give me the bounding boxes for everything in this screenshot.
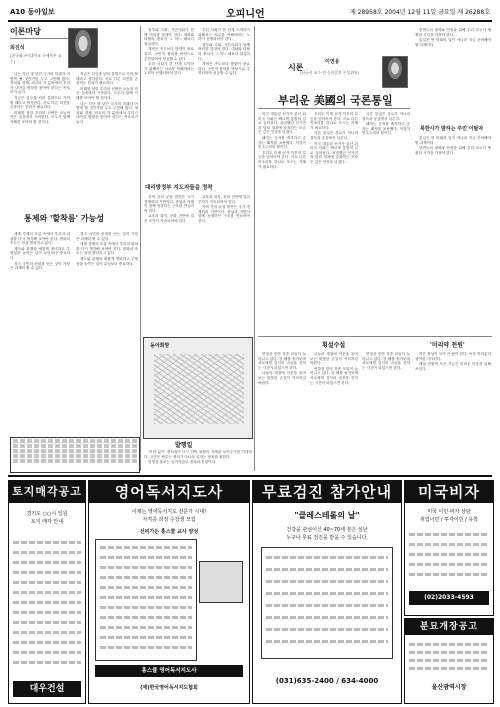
ad-title: 영어독서지도사 xyxy=(89,481,249,503)
ad-subtitle: "클레스테롤의 날" xyxy=(294,511,360,520)
paragraph: 지금은 갈등을 넘어 통합으로 가야 할 때라고 생각한다. 서로 다른 의견을 존중하는 문화가 필요하다. xyxy=(76,72,138,86)
feature-body xyxy=(362,112,410,332)
feature-author: 이연웅 xyxy=(325,59,340,65)
fine-print xyxy=(409,573,489,576)
editorial-cartoon xyxy=(143,337,253,439)
paragraph: 지금은 갈등을 넘어 통합으로 가야 할 때라고 생각한다. 서로 다른 의견을 존중하는 문화가 필요하다. xyxy=(10,95,70,110)
page-number: A10 동아일보 xyxy=(10,8,55,16)
fine-print xyxy=(13,621,81,624)
paragraph: 연말을 맞아 각종 모임이 늘어나고 있다. 한 해를 돌아보며 서로에게 감사의 마음을 전하는 시간이 되었으면 한다. xyxy=(310,366,358,385)
institute-name: 홍스쿨 영어독서지도사 xyxy=(95,665,243,677)
author-title: (한국외국어대학교 국제학부 교수) xyxy=(10,53,62,64)
paragraph: 세계 경제의 흐름 속에서 우리의 위치를 다시 생각해 보아야 한다. 변화의 속도는 점점 빨라지고 있다. xyxy=(10,232,70,246)
feature-headline: 부리운 美國의 국론통일 xyxy=(278,94,393,107)
fine-print xyxy=(13,661,81,664)
paragraph: 민생을 돌보는 일이야말로 정치의 본령이다. xyxy=(148,460,217,465)
table-row xyxy=(13,439,137,443)
fine-print xyxy=(266,604,388,607)
ad-line: 이제는 영어독서지도 전문가 시대! xyxy=(131,509,207,515)
columnist-body xyxy=(310,352,358,472)
ad-title: 미국비자 xyxy=(405,481,493,503)
table-row xyxy=(13,459,137,463)
paragraph: 지역 간의 균형 발전은 국가 경쟁력의 기반이다. 중앙과 지방이 함께 성장하는 구조를 만들어야 한다. xyxy=(144,195,194,213)
paragraph: 국론 통일은 강요가 아니라 설득과 공감에서 나온다. xyxy=(310,131,358,140)
ad-line: 토지 매각 안내 xyxy=(30,519,64,525)
paragraph: 패자는 승자를 축하하고 승자는 패자를 포용했다. 이것이 민주주의의 힘이다. xyxy=(258,135,306,150)
paragraph: 국론 통일은 강요가 아니라 설득과 공감에서 나온다. xyxy=(362,112,410,121)
contact-phone: (031)635-2400 / 634-4000 xyxy=(275,677,379,685)
fine-print xyxy=(13,631,81,634)
ad-line: 누구나 무료 검진을 받을 수 있습니다. xyxy=(286,535,368,541)
ad-divider xyxy=(8,475,492,477)
data-table xyxy=(10,437,140,473)
fine-print xyxy=(13,601,81,604)
fine-print xyxy=(100,556,192,559)
ad-line: 취업이민 / 투자이민 / 유학 xyxy=(419,517,479,523)
author-photo xyxy=(68,28,98,68)
ad-land-sale[interactable] xyxy=(8,480,86,704)
divider xyxy=(258,336,492,337)
article-body xyxy=(415,28,491,118)
paragraph: 연말을 맞아 각종 모임이 늘어나고 있다. 한 해를 돌아보며 서로에게 감사의 마음을 전하는 시간이 되었으면 한다. xyxy=(258,352,306,370)
fine-print xyxy=(409,543,489,546)
ad-title: 분묘개장공고 xyxy=(405,619,493,635)
article-body xyxy=(10,232,70,432)
article-subhead: 대리방정부 지도자들을 정착 xyxy=(145,185,213,191)
paragraph: 한반도의 평화와 안정을 위해 우리 모두가 냉철한 시각을 가져야 한다. xyxy=(415,28,491,37)
paragraph: 개혁은 속도보다 방향이 중요하다. 국민적 합의를 바탕으로 추진되어야 성공할 수 있다. xyxy=(144,47,194,61)
company-name: 대우건설 xyxy=(13,681,81,697)
reader-title: '미리약 천원' xyxy=(430,342,465,349)
fine-print xyxy=(409,553,489,556)
column-rule xyxy=(140,26,141,471)
paragraph: 매달 천원씩 모은 기금은 어려운 이웃을 위해 쓰인다. xyxy=(415,362,491,371)
paragraph: 통일은 먼 미래의 일이 아니라 지금 준비해야 할 과제이다. xyxy=(415,38,491,47)
table-row xyxy=(13,444,137,448)
table-row xyxy=(13,449,137,453)
schedule-box xyxy=(261,547,393,659)
fine-print xyxy=(100,636,192,639)
paragraph: 나눔의 계절에 이웃을 돌아보는 따뜻한 손길이 이어지길 바란다. xyxy=(310,352,358,366)
paragraph: 미국 대통령 선거가 끝난 뒤 미국 사회는 빠르게 통합의 길로 들어섰다. 치열했던 선거전과 달리 결과에 승복하는 모습은 깊은 인상을 남겼다. xyxy=(310,141,358,164)
divider xyxy=(10,38,68,39)
fine-print xyxy=(266,556,388,559)
fine-print xyxy=(100,606,192,609)
paragraph: 미래를 향한 우리의 선택은 오늘의 작은 실천에서 시작된다. 모두가 함께 지혜를 모아야 할 것이다. xyxy=(10,110,70,124)
paragraph: 세계 경제의 흐름 속에서 우리의 위치를 다시 생각해 보아야 한다. 변화의 속도는 점점 빨라지고 있다. xyxy=(76,242,138,256)
fine-print xyxy=(266,580,388,583)
ad-english-reading[interactable] xyxy=(88,480,250,704)
columnist-body xyxy=(362,352,410,472)
ad-public-notice[interactable] xyxy=(404,618,494,704)
ad-text-box xyxy=(95,539,197,661)
ad-footer: (재)한국영어독서지도협회 xyxy=(140,685,198,691)
article-body xyxy=(198,28,250,178)
paragraph: 우리 사회가 한 단계 도약하기 위해서는 서로를 이해하려는 노력이 선행되어야 한다. xyxy=(198,28,250,42)
paragraph: 정부와 국회, 시민사회가 함께 머리를 맞대야 한다. 대화와 타협의 정치가 그 어느 때보다 절실하다. xyxy=(198,42,250,61)
cartoon-drawing xyxy=(154,354,244,424)
fine-print xyxy=(13,561,81,564)
ad-line: 자격증 과정 수강생 모집 xyxy=(142,517,196,523)
ad-line: 신비가든 홍스쿨 교사 양성 xyxy=(139,529,199,535)
fine-print xyxy=(100,546,192,549)
fine-print xyxy=(100,596,192,599)
fine-print xyxy=(409,659,489,662)
fine-print xyxy=(13,611,81,614)
columnist-body xyxy=(258,352,306,472)
paragraph: 정부와 국회, 시민사회가 함께 머리를 맞대야 한다. 대화와 타협의 정치가 그 어느 때보다 절실하다. xyxy=(144,28,194,46)
paragraph: 작은 정성이 모여 큰 힘이 된다. 독자 여러분의 참여를 기다린다. xyxy=(415,352,491,361)
fine-print xyxy=(13,641,81,644)
fine-print xyxy=(266,616,388,619)
fine-print xyxy=(266,640,388,643)
feature-author-title: (한국사 교수·전 동아일보 논설위원) xyxy=(300,70,360,75)
paragraph: 제도와 관행을 새롭게 정비하고 투명성을 높이는 일이 무엇보다 중요하다. xyxy=(76,256,138,266)
reader-body xyxy=(415,352,491,472)
paragraph: 결국 국민의 신뢰를 얻는 것이 가장 큰 과제라 할 수 있다. xyxy=(76,232,138,241)
fine-print xyxy=(13,581,81,584)
paragraph: '이변 없이' 정치권이 다시 한번 화합의 자세를 보여주기를 기대한다. 국민은 싸우는 정치가 아니라 일하는 정치를 원한다. xyxy=(144,450,252,459)
ad-free-checkup[interactable] xyxy=(252,480,402,704)
ad-title: 토지매각공고 xyxy=(9,481,85,503)
paragraph: 나는 지난 몇 년간 국가의 미래가 어떻게 될 것인가를 두고 고민해 왔다. 정치와 경제, 외교의 각 분야에서 우리가 나아갈 방향을 찾아야 한다는 목소리가 높다. xyxy=(76,101,138,124)
fine-print xyxy=(13,651,81,654)
fine-print xyxy=(13,591,81,594)
fine-print xyxy=(100,646,192,649)
fine-print xyxy=(100,586,192,589)
paragraph: 미래를 향한 우리의 선택은 오늘의 작은 실천에서 시작된다. 모두가 함께 지혜를 모아야 할 것이다. xyxy=(76,86,138,100)
fine-print xyxy=(100,626,192,629)
paragraph: 교육과 복지, 문화 전반에 걸친 투자가 지속되어야 한다. xyxy=(144,214,194,223)
editorial-label: 발행일 xyxy=(175,442,193,449)
paragraph: 결국 국민의 신뢰를 얻는 것이 가장 큰 과제라 할 수 있다. xyxy=(10,261,70,271)
paragraph: 나는 지난 몇 년간 국가의 미래가 어떻게 될 것인가를 두고 고민해 왔다. 정치와 경제, 외교의 각 분야에서 우리가 나아갈 방향을 찾아야 한다는 목소리가 높다. xyxy=(10,72,70,95)
ad-title: 무료검진 참가안내 xyxy=(253,481,401,503)
article-body xyxy=(76,72,138,207)
fine-print xyxy=(100,566,192,569)
ad-us-visa[interactable] xyxy=(404,480,494,616)
fine-print xyxy=(100,616,192,619)
paragraph: 제도와 관행을 새롭게 정비하고 투명성을 높이는 일이 무엇보다 중요하다. xyxy=(10,246,70,260)
fine-print xyxy=(266,592,388,595)
article-body xyxy=(144,28,194,178)
fine-print xyxy=(13,541,81,544)
paragraph: 나눔의 계절에 이웃을 돌아보는 따뜻한 손길이 이어지길 바란다. xyxy=(258,371,306,385)
column-title: 이론마당 xyxy=(10,26,41,36)
fine-print xyxy=(13,571,81,574)
feature-category: 시론 xyxy=(288,62,304,72)
article-body xyxy=(76,232,138,432)
paragraph: 지역 간의 균형 발전은 국가 경쟁력의 기반이다. 중앙과 지방이 함께 성장하는 구조를 만들어야 한다. xyxy=(198,205,250,223)
paragraph: 패자는 승자를 축하하고 승자는 패자를 포용했다. 이것이 민주주의의 힘이다. xyxy=(362,122,410,136)
author-name: 최진석 xyxy=(10,45,25,51)
article-body xyxy=(415,136,491,336)
fine-print xyxy=(409,643,489,646)
fine-print xyxy=(13,551,81,554)
fine-print xyxy=(100,576,192,579)
feature-body xyxy=(258,112,306,332)
editorial-body xyxy=(144,450,252,472)
fine-print xyxy=(266,568,388,571)
paragraph: 개혁은 속도보다 방향이 중요하다. 국민적 합의를 바탕으로 추진되어야 성공할 수 있다. xyxy=(198,62,250,76)
paragraph: 연말을 맞아 각종 모임이 늘어나고 있다. 한 해를 돌아보며 서로에게 감사의 마음을 전하는 시간이 되었으면 한다. xyxy=(362,352,410,370)
fine-print xyxy=(409,533,489,536)
issue-date: 제 28958호 2004년 12월 11일 금요일 제 26288호 xyxy=(349,9,490,16)
article-subhead: 북한사가 말하는 주민 이탈자 xyxy=(420,126,484,132)
fine-print xyxy=(266,628,388,631)
paragraph: 미국 대통령 선거가 끝난 뒤 미국 사회는 빠르게 통합의 길로 들어섰다. 치열했던 선거전과 달리 결과에 승복하는 모습은 깊은 인상을 남겼다. xyxy=(258,112,306,135)
divider xyxy=(258,108,410,109)
fine-print xyxy=(409,651,489,654)
paragraph: 통일은 먼 미래의 일이 아니라 지금 준비해야 할 과제이다. xyxy=(415,136,491,145)
ad-line: 미국 이민·비자 상담 xyxy=(427,509,471,515)
notice-issuer: 울산광역시장 xyxy=(431,684,467,691)
article-subhead: 통제와 '할착름' 가능성 xyxy=(24,213,105,223)
column-rule xyxy=(254,26,255,471)
paragraph: 우리도 이제 선거 이후의 갈등을 넘어서야 한다. 서로 다른 목소리를 하나로 모으는 지혜가 필요하다. xyxy=(258,150,306,169)
article-body xyxy=(144,195,194,330)
ad-line: 경기도 ○○시 일원 xyxy=(26,511,68,517)
paragraph: 교육과 복지, 문화 전반에 걸친 투자가 지속되어야 한다. xyxy=(198,195,250,204)
paragraph: 우리 사회가 한 단계 도약하기 위해서는 서로를 이해하려는 노력이 선행되어야 한다. xyxy=(144,62,194,76)
paragraph: 한반도의 평화와 안정을 위해 우리 모두가 냉철한 시각을 가져야 한다. xyxy=(415,146,491,155)
visa-phone: (02)2033-4593 xyxy=(409,591,489,605)
article-body xyxy=(10,72,70,207)
feature-body xyxy=(310,112,358,332)
section-title: 오피니언 xyxy=(226,9,265,20)
paragraph: 우리도 이제 선거 이후의 갈등을 넘어서야 한다. 서로 다른 목소리를 하나로 모으는 지혜가 필요하다. xyxy=(310,112,358,130)
fine-print xyxy=(409,563,489,566)
ad-line: 건강을 관심이신 40~70세 분은 심난 xyxy=(286,527,368,533)
cartoon-label: 동아희망 xyxy=(150,343,170,349)
article-body xyxy=(198,195,250,330)
feature-author-photo xyxy=(382,56,408,88)
fine-print xyxy=(409,667,489,670)
ad-logo xyxy=(199,561,243,603)
page-header xyxy=(8,4,492,22)
table-row xyxy=(13,454,137,458)
column-title: 횡설수설 xyxy=(322,342,346,349)
